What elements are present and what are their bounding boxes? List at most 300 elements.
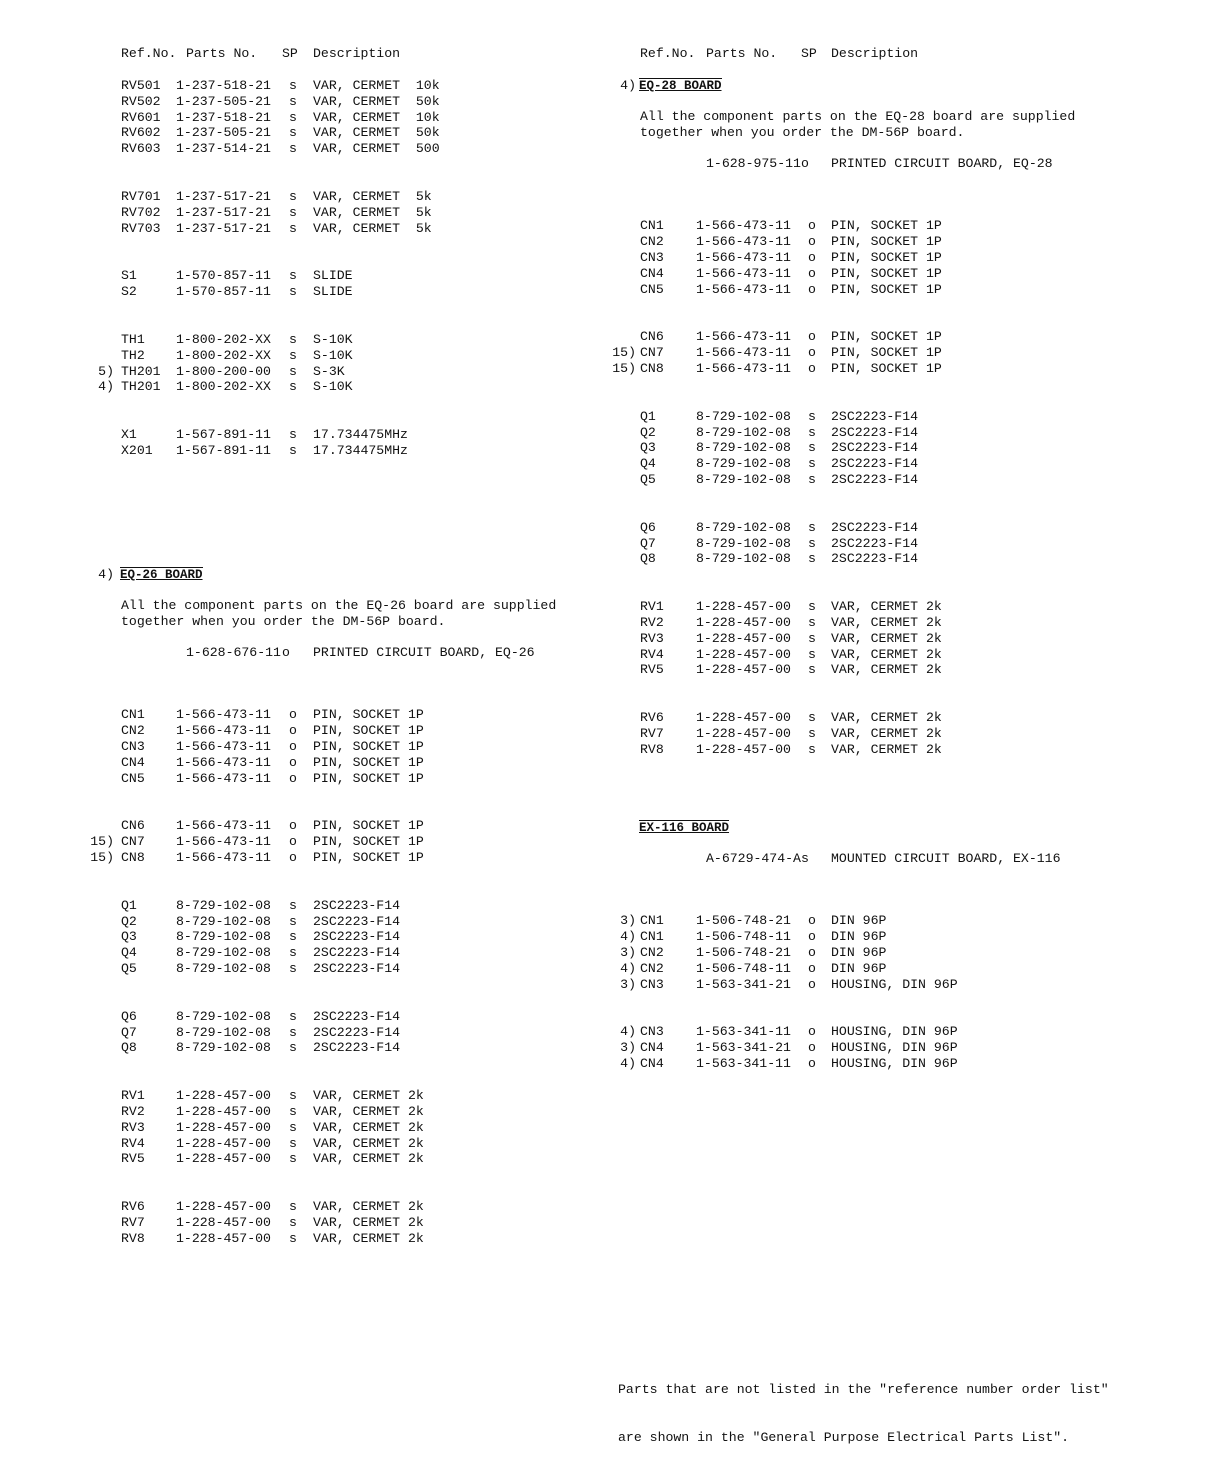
row-sp-code: o bbox=[808, 1040, 816, 1056]
row-description: VAR, CERMET 2k bbox=[831, 726, 942, 741]
row-sp-code: s bbox=[289, 189, 297, 204]
header-parts-no: Parts No. bbox=[186, 46, 258, 61]
row-ref-no: Q2 bbox=[121, 913, 137, 929]
row-ref-no: X1 bbox=[121, 427, 137, 443]
row-ref-no: TH201 bbox=[121, 379, 161, 395]
row-part-no: 1-563-341-11 bbox=[696, 1056, 791, 1071]
row-ref-no: CN1 bbox=[640, 218, 664, 234]
row-sp-code: o bbox=[808, 960, 816, 976]
row-description: 2SC2223-F14 bbox=[831, 440, 919, 456]
row-ref-no: CN1 bbox=[121, 707, 145, 723]
row-ref-no: CN6 bbox=[640, 329, 664, 345]
row-part-no: 8-729-102-08 bbox=[696, 408, 791, 424]
row-sp-code: o bbox=[808, 929, 816, 945]
row-description: 2SC2223-F14 bbox=[313, 897, 401, 913]
row-ref-no: Q7 bbox=[640, 535, 656, 551]
row-part-no: 1-566-473-11 bbox=[176, 834, 271, 850]
row-sp-code: s bbox=[289, 1119, 297, 1135]
row-ref-no: RV2 bbox=[640, 615, 664, 630]
row-sp-code: s bbox=[289, 141, 297, 157]
row-ref-no: CN2 bbox=[640, 234, 664, 250]
row-part-no: 1-800-200-00 bbox=[176, 363, 271, 379]
row-part-no: 1-228-457-00 bbox=[696, 630, 791, 646]
row-part-no: 1-228-457-00 bbox=[176, 1199, 271, 1215]
row-ref-no: CN8 bbox=[640, 361, 664, 376]
row-part-no: 1-563-341-21 bbox=[696, 976, 791, 992]
row-part-no: 1-570-857-11 bbox=[176, 268, 271, 284]
row-description: S-3K bbox=[313, 363, 345, 379]
row-part-no: 1-228-457-00 bbox=[176, 1088, 271, 1104]
row-ref-no: CN4 bbox=[640, 265, 664, 281]
row-description: PIN, SOCKET 1P bbox=[831, 281, 942, 297]
row-part-no: 8-729-102-08 bbox=[176, 945, 271, 961]
row-ref-no: RV601 bbox=[121, 109, 161, 125]
row-sp-code: s bbox=[808, 440, 816, 456]
row-part-no: 1-566-473-11 bbox=[176, 723, 271, 739]
row-sp-code: s bbox=[808, 630, 816, 646]
row-part-no: 8-729-102-08 bbox=[176, 913, 271, 929]
board-title: EQ-28 BOARD bbox=[639, 79, 722, 93]
row-sp-code: s bbox=[289, 204, 297, 220]
row-description: VAR, CERMET 5k bbox=[313, 220, 432, 236]
row-sp-code: s bbox=[289, 913, 297, 929]
row-sp-code: s bbox=[808, 646, 816, 662]
pcb-part-no: 1-628-676-11 bbox=[186, 645, 281, 660]
row-sp-code: o bbox=[808, 1024, 816, 1040]
row-ref-no: Q2 bbox=[640, 424, 656, 440]
row-part-no: 1-237-514-21 bbox=[176, 141, 271, 157]
row-ref-no: Q3 bbox=[640, 440, 656, 456]
row-description: PIN, SOCKET 1P bbox=[831, 218, 942, 234]
row-description: 2SC2223-F14 bbox=[831, 472, 919, 487]
row-part-no: 1-228-457-00 bbox=[696, 615, 791, 630]
row-part-no: 1-566-473-11 bbox=[696, 361, 791, 376]
row-ref-no: CN5 bbox=[121, 770, 145, 786]
row-sp-code: o bbox=[808, 345, 816, 361]
row-description: PIN, SOCKET 1P bbox=[831, 345, 942, 361]
board-note-text: together when you order the DM-56P board. bbox=[640, 125, 965, 140]
pcb-part-no: A-6729-474-A bbox=[706, 851, 801, 866]
board-note-text: All the component parts on the EQ-28 board are supplied bbox=[640, 109, 1076, 124]
row-ref-no: CN3 bbox=[640, 976, 664, 992]
row-description: VAR, CERMET 2k bbox=[831, 741, 942, 757]
row-sp-code: o bbox=[808, 361, 816, 376]
row-note: 4) bbox=[620, 1056, 636, 1071]
row-part-no: 1-228-457-00 bbox=[176, 1135, 271, 1151]
row-description: HOUSING, DIN 96P bbox=[831, 1056, 958, 1071]
row-sp-code: s bbox=[289, 1215, 297, 1230]
row-ref-no: RV602 bbox=[121, 125, 161, 141]
row-ref-no: Q6 bbox=[121, 1008, 137, 1024]
row-ref-no: CN3 bbox=[640, 1024, 664, 1040]
row-part-no: 1-566-473-11 bbox=[176, 739, 271, 754]
row-sp-code: s bbox=[289, 1104, 297, 1119]
row-part-no: 8-729-102-08 bbox=[176, 1024, 271, 1040]
row-ref-no: RV701 bbox=[121, 189, 161, 204]
row-description: 2SC2223-F14 bbox=[831, 519, 919, 535]
row-ref-no: CN2 bbox=[640, 960, 664, 976]
row-description: PIN, SOCKET 1P bbox=[831, 329, 942, 345]
row-description: HOUSING, DIN 96P bbox=[831, 1040, 958, 1056]
row-description: VAR, CERMET 2k bbox=[313, 1215, 424, 1230]
row-sp-code: s bbox=[289, 1088, 297, 1104]
row-part-no: 8-729-102-08 bbox=[696, 424, 791, 440]
row-sp-code: o bbox=[289, 739, 297, 754]
row-part-no: 1-228-457-00 bbox=[176, 1230, 271, 1246]
row-sp-code: o bbox=[289, 818, 297, 834]
row-ref-no: RV5 bbox=[640, 662, 664, 678]
row-ref-no: Q8 bbox=[121, 1040, 137, 1056]
row-part-no: 8-729-102-08 bbox=[696, 456, 791, 472]
row-part-no: 8-729-102-08 bbox=[176, 929, 271, 945]
row-ref-no: RV8 bbox=[121, 1230, 145, 1246]
row-sp-code: s bbox=[289, 93, 297, 109]
row-part-no: 1-237-517-21 bbox=[176, 189, 271, 204]
row-ref-no: RV4 bbox=[121, 1135, 145, 1151]
row-description: 2SC2223-F14 bbox=[831, 535, 919, 551]
row-description: 2SC2223-F14 bbox=[831, 408, 919, 424]
row-part-no: 1-228-457-00 bbox=[696, 599, 791, 615]
row-sp-code: s bbox=[808, 710, 816, 726]
board-title: EX-116 BOARD bbox=[639, 821, 730, 835]
row-sp-code: s bbox=[289, 1008, 297, 1024]
row-description: VAR, CERMET 2k bbox=[831, 615, 942, 630]
board-note-text: All the component parts on the EQ-26 board are supplied bbox=[121, 598, 557, 613]
row-sp-code: s bbox=[289, 332, 297, 347]
row-part-no: 1-566-473-11 bbox=[176, 818, 271, 834]
row-note: 15) bbox=[612, 345, 636, 361]
row-part-no: 1-228-457-00 bbox=[696, 726, 791, 741]
row-description: PIN, SOCKET 1P bbox=[313, 850, 424, 865]
row-sp-code: s bbox=[289, 363, 297, 379]
row-sp-code: o bbox=[289, 834, 297, 850]
row-part-no: 1-228-457-00 bbox=[176, 1215, 271, 1230]
row-part-no: 1-800-202-XX bbox=[176, 347, 271, 363]
row-sp-code: s bbox=[289, 945, 297, 961]
row-description: S-10K bbox=[313, 347, 353, 363]
row-part-no: 1-800-202-XX bbox=[176, 379, 271, 395]
row-part-no: 1-570-857-11 bbox=[176, 284, 271, 300]
row-description: SLIDE bbox=[313, 284, 353, 300]
row-part-no: 1-228-457-00 bbox=[176, 1104, 271, 1119]
row-description: 2SC2223-F14 bbox=[313, 961, 401, 976]
header-sp: SP bbox=[801, 46, 817, 61]
row-part-no: 1-563-341-21 bbox=[696, 1040, 791, 1056]
row-sp-code: s bbox=[808, 424, 816, 440]
row-ref-no: CN5 bbox=[640, 281, 664, 297]
row-ref-no: RV603 bbox=[121, 141, 161, 157]
row-part-no: 1-237-518-21 bbox=[176, 109, 271, 125]
row-description: PIN, SOCKET 1P bbox=[313, 707, 424, 723]
row-sp-code: o bbox=[808, 281, 816, 297]
row-part-no: 1-566-473-11 bbox=[176, 850, 271, 865]
row-part-no: 1-506-748-21 bbox=[696, 945, 791, 960]
row-description: VAR, CERMET 5k bbox=[313, 204, 432, 220]
row-sp-code: o bbox=[289, 850, 297, 865]
row-part-no: 1-237-505-21 bbox=[176, 93, 271, 109]
row-sp-code: s bbox=[289, 1199, 297, 1215]
row-part-no: 8-729-102-08 bbox=[696, 472, 791, 487]
row-ref-no: RV501 bbox=[121, 78, 161, 93]
row-part-no: 8-729-102-08 bbox=[176, 1040, 271, 1056]
board-title: EQ-26 BOARD bbox=[120, 568, 203, 582]
row-ref-no: TH201 bbox=[121, 363, 161, 379]
row-description: HOUSING, DIN 96P bbox=[831, 1024, 958, 1040]
row-sp-code: s bbox=[289, 443, 297, 458]
row-description: VAR, CERMET 2k bbox=[831, 599, 942, 615]
row-description: VAR, CERMET 2k bbox=[313, 1135, 424, 1151]
row-note: 4) bbox=[620, 960, 636, 976]
row-sp-code: s bbox=[289, 961, 297, 976]
row-sp-code: s bbox=[808, 472, 816, 487]
row-sp-code: s bbox=[808, 615, 816, 630]
row-ref-no: RV702 bbox=[121, 204, 161, 220]
row-note: 3) bbox=[620, 1040, 636, 1056]
row-note: 3) bbox=[620, 945, 636, 960]
row-sp-code: o bbox=[808, 265, 816, 281]
header-sp: SP bbox=[282, 46, 298, 61]
row-description: VAR, CERMET 50k bbox=[313, 93, 440, 109]
row-ref-no: CN4 bbox=[640, 1056, 664, 1071]
row-sp-code: s bbox=[289, 268, 297, 284]
row-ref-no: RV8 bbox=[640, 741, 664, 757]
row-ref-no: Q3 bbox=[121, 929, 137, 945]
row-description: PIN, SOCKET 1P bbox=[313, 770, 424, 786]
row-part-no: 1-566-473-11 bbox=[696, 218, 791, 234]
row-description: 2SC2223-F14 bbox=[831, 456, 919, 472]
header-description: Description bbox=[313, 46, 401, 61]
row-description: 17.734475MHz bbox=[313, 443, 408, 458]
row-ref-no: RV2 bbox=[121, 1104, 145, 1119]
row-ref-no: CN3 bbox=[121, 739, 145, 754]
row-description: S-10K bbox=[313, 379, 353, 395]
row-description: PIN, SOCKET 1P bbox=[831, 234, 942, 250]
pcb-description: PRINTED CIRCUIT BOARD, EQ-28 bbox=[831, 156, 1053, 171]
footer-line: are shown in the "General Purpose Electrical Parts List". bbox=[618, 1430, 1070, 1445]
pcb-description: MOUNTED CIRCUIT BOARD, EX-116 bbox=[831, 851, 1061, 866]
row-sp-code: s bbox=[808, 662, 816, 678]
row-sp-code: s bbox=[289, 1135, 297, 1151]
row-ref-no: RV5 bbox=[121, 1151, 145, 1167]
pcb-sp-code: s bbox=[801, 851, 809, 866]
row-description: VAR, CERMET 2k bbox=[831, 710, 942, 726]
row-ref-no: RV7 bbox=[640, 726, 664, 741]
row-ref-no: TH2 bbox=[121, 347, 145, 363]
row-part-no: 8-729-102-08 bbox=[696, 440, 791, 456]
row-sp-code: s bbox=[289, 1040, 297, 1056]
row-part-no: 1-237-505-21 bbox=[176, 125, 271, 141]
row-sp-code: s bbox=[808, 519, 816, 535]
pcb-sp-code: o bbox=[801, 156, 809, 171]
row-ref-no: RV4 bbox=[640, 646, 664, 662]
row-sp-code: o bbox=[808, 945, 816, 960]
row-sp-code: s bbox=[808, 456, 816, 472]
row-part-no: 8-729-102-08 bbox=[696, 551, 791, 567]
row-description: PIN, SOCKET 1P bbox=[313, 754, 424, 770]
row-ref-no: RV6 bbox=[121, 1199, 145, 1215]
row-sp-code: o bbox=[289, 770, 297, 786]
row-description: DIN 96P bbox=[831, 945, 887, 960]
row-sp-code: s bbox=[808, 551, 816, 567]
row-part-no: 1-237-518-21 bbox=[176, 78, 271, 93]
row-sp-code: s bbox=[808, 535, 816, 551]
row-ref-no: CN2 bbox=[640, 945, 664, 960]
row-part-no: 1-566-473-11 bbox=[696, 250, 791, 265]
row-ref-no: CN1 bbox=[640, 929, 664, 945]
row-part-no: 1-506-748-11 bbox=[696, 960, 791, 976]
row-description: SLIDE bbox=[313, 268, 353, 284]
row-description: PIN, SOCKET 1P bbox=[313, 818, 424, 834]
row-ref-no: CN7 bbox=[640, 345, 664, 361]
row-part-no: 1-566-473-11 bbox=[176, 707, 271, 723]
row-ref-no: Q8 bbox=[640, 551, 656, 567]
board-number: 4) bbox=[98, 567, 114, 582]
row-part-no: 1-228-457-00 bbox=[176, 1119, 271, 1135]
row-description: VAR, CERMET 10k bbox=[313, 78, 440, 93]
row-sp-code: s bbox=[808, 599, 816, 615]
row-sp-code: o bbox=[808, 250, 816, 265]
pcb-part-no: 1-628-975-11 bbox=[706, 156, 801, 171]
row-part-no: 1-237-517-21 bbox=[176, 204, 271, 220]
row-description: PIN, SOCKET 1P bbox=[313, 739, 424, 754]
row-ref-no: Q5 bbox=[640, 472, 656, 487]
row-sp-code: o bbox=[289, 754, 297, 770]
row-note: 5) bbox=[98, 363, 114, 379]
row-part-no: 8-729-102-08 bbox=[696, 519, 791, 535]
row-part-no: 1-567-891-11 bbox=[176, 443, 271, 458]
header-description: Description bbox=[831, 46, 919, 61]
row-sp-code: s bbox=[289, 897, 297, 913]
row-ref-no: Q4 bbox=[121, 945, 137, 961]
row-ref-no: RV502 bbox=[121, 93, 161, 109]
row-sp-code: s bbox=[289, 1151, 297, 1167]
row-ref-no: Q6 bbox=[640, 519, 656, 535]
row-description: VAR, CERMET 2k bbox=[313, 1199, 424, 1215]
row-description: HOUSING, DIN 96P bbox=[831, 976, 958, 992]
row-note: 15) bbox=[612, 361, 636, 376]
row-sp-code: o bbox=[808, 1056, 816, 1071]
row-description: VAR, CERMET 50k bbox=[313, 125, 440, 141]
row-note: 15) bbox=[90, 850, 114, 865]
row-ref-no: CN8 bbox=[121, 850, 145, 865]
row-ref-no: TH1 bbox=[121, 332, 145, 347]
row-ref-no: RV3 bbox=[121, 1119, 145, 1135]
row-note: 15) bbox=[90, 834, 114, 850]
row-part-no: 1-566-473-11 bbox=[696, 265, 791, 281]
row-description: VAR, CERMET 2k bbox=[831, 662, 942, 678]
row-ref-no: RV1 bbox=[640, 599, 664, 615]
footer-note bbox=[618, 1350, 1109, 1462]
row-part-no: 8-729-102-08 bbox=[176, 1008, 271, 1024]
row-sp-code: s bbox=[289, 78, 297, 93]
row-ref-no: CN4 bbox=[640, 1040, 664, 1056]
row-part-no: 1-566-473-11 bbox=[176, 770, 271, 786]
row-part-no: 1-506-748-21 bbox=[696, 913, 791, 929]
row-part-no: 1-566-473-11 bbox=[696, 234, 791, 250]
row-sp-code: s bbox=[289, 379, 297, 395]
row-part-no: 1-228-457-00 bbox=[696, 741, 791, 757]
row-description: PIN, SOCKET 1P bbox=[313, 723, 424, 739]
row-ref-no: X201 bbox=[121, 443, 153, 458]
row-description: 17.734475MHz bbox=[313, 427, 408, 443]
pcb-sp-code: o bbox=[282, 645, 290, 660]
row-ref-no: RV7 bbox=[121, 1215, 145, 1230]
row-description: DIN 96P bbox=[831, 960, 887, 976]
row-ref-no: CN4 bbox=[121, 754, 145, 770]
row-note: 4) bbox=[620, 929, 636, 945]
row-part-no: 1-800-202-XX bbox=[176, 332, 271, 347]
row-description: VAR, CERMET 5k bbox=[313, 189, 432, 204]
row-part-no: 1-228-457-00 bbox=[176, 1151, 271, 1167]
row-part-no: 1-237-517-21 bbox=[176, 220, 271, 236]
header-parts-no: Parts No. bbox=[706, 46, 778, 61]
row-description: VAR, CERMET 2k bbox=[313, 1151, 424, 1167]
row-description: 2SC2223-F14 bbox=[313, 945, 401, 961]
row-description: VAR, CERMET 2k bbox=[313, 1119, 424, 1135]
row-description: 2SC2223-F14 bbox=[831, 424, 919, 440]
row-description: 2SC2223-F14 bbox=[313, 913, 401, 929]
row-sp-code: o bbox=[289, 707, 297, 723]
row-description: 2SC2223-F14 bbox=[831, 551, 919, 567]
row-description: PIN, SOCKET 1P bbox=[831, 361, 942, 376]
row-ref-no: Q4 bbox=[640, 456, 656, 472]
row-sp-code: o bbox=[289, 723, 297, 739]
row-ref-no: RV703 bbox=[121, 220, 161, 236]
header-ref-no: Ref.No. bbox=[640, 46, 696, 61]
row-description: VAR, CERMET 2k bbox=[313, 1230, 424, 1246]
row-ref-no: RV3 bbox=[640, 630, 664, 646]
row-sp-code: s bbox=[289, 109, 297, 125]
row-sp-code: o bbox=[808, 976, 816, 992]
row-part-no: 1-228-457-00 bbox=[696, 646, 791, 662]
row-ref-no: CN2 bbox=[121, 723, 145, 739]
row-part-no: 1-566-473-11 bbox=[176, 754, 271, 770]
row-description: 2SC2223-F14 bbox=[313, 1040, 401, 1056]
header-ref-no: Ref.No. bbox=[121, 46, 177, 61]
row-sp-code: s bbox=[289, 347, 297, 363]
row-sp-code: s bbox=[289, 284, 297, 300]
row-part-no: 1-563-341-11 bbox=[696, 1024, 791, 1040]
row-sp-code: s bbox=[289, 427, 297, 443]
row-sp-code: s bbox=[289, 929, 297, 945]
row-description: 2SC2223-F14 bbox=[313, 929, 401, 945]
row-ref-no: Q7 bbox=[121, 1024, 137, 1040]
row-description: DIN 96P bbox=[831, 929, 887, 945]
board-note-text: together when you order the DM-56P board. bbox=[121, 614, 446, 629]
row-part-no: 1-506-748-11 bbox=[696, 929, 791, 945]
row-ref-no: RV1 bbox=[121, 1088, 145, 1104]
row-part-no: 1-566-473-11 bbox=[696, 281, 791, 297]
row-note: 4) bbox=[98, 379, 114, 395]
row-note: 3) bbox=[620, 976, 636, 992]
row-sp-code: o bbox=[808, 329, 816, 345]
row-ref-no: CN3 bbox=[640, 250, 664, 265]
row-sp-code: o bbox=[808, 234, 816, 250]
row-sp-code: o bbox=[808, 218, 816, 234]
row-sp-code: s bbox=[808, 741, 816, 757]
row-description: S-10K bbox=[313, 332, 353, 347]
row-note: 3) bbox=[620, 913, 636, 929]
row-sp-code: s bbox=[289, 220, 297, 236]
row-ref-no: CN7 bbox=[121, 834, 145, 850]
row-sp-code: o bbox=[808, 913, 816, 929]
row-description: DIN 96P bbox=[831, 913, 887, 929]
row-part-no: 1-566-473-11 bbox=[696, 329, 791, 345]
row-sp-code: s bbox=[808, 408, 816, 424]
row-description: VAR, CERMET 2k bbox=[313, 1104, 424, 1119]
row-ref-no: S1 bbox=[121, 268, 137, 284]
row-note: 4) bbox=[620, 1024, 636, 1040]
